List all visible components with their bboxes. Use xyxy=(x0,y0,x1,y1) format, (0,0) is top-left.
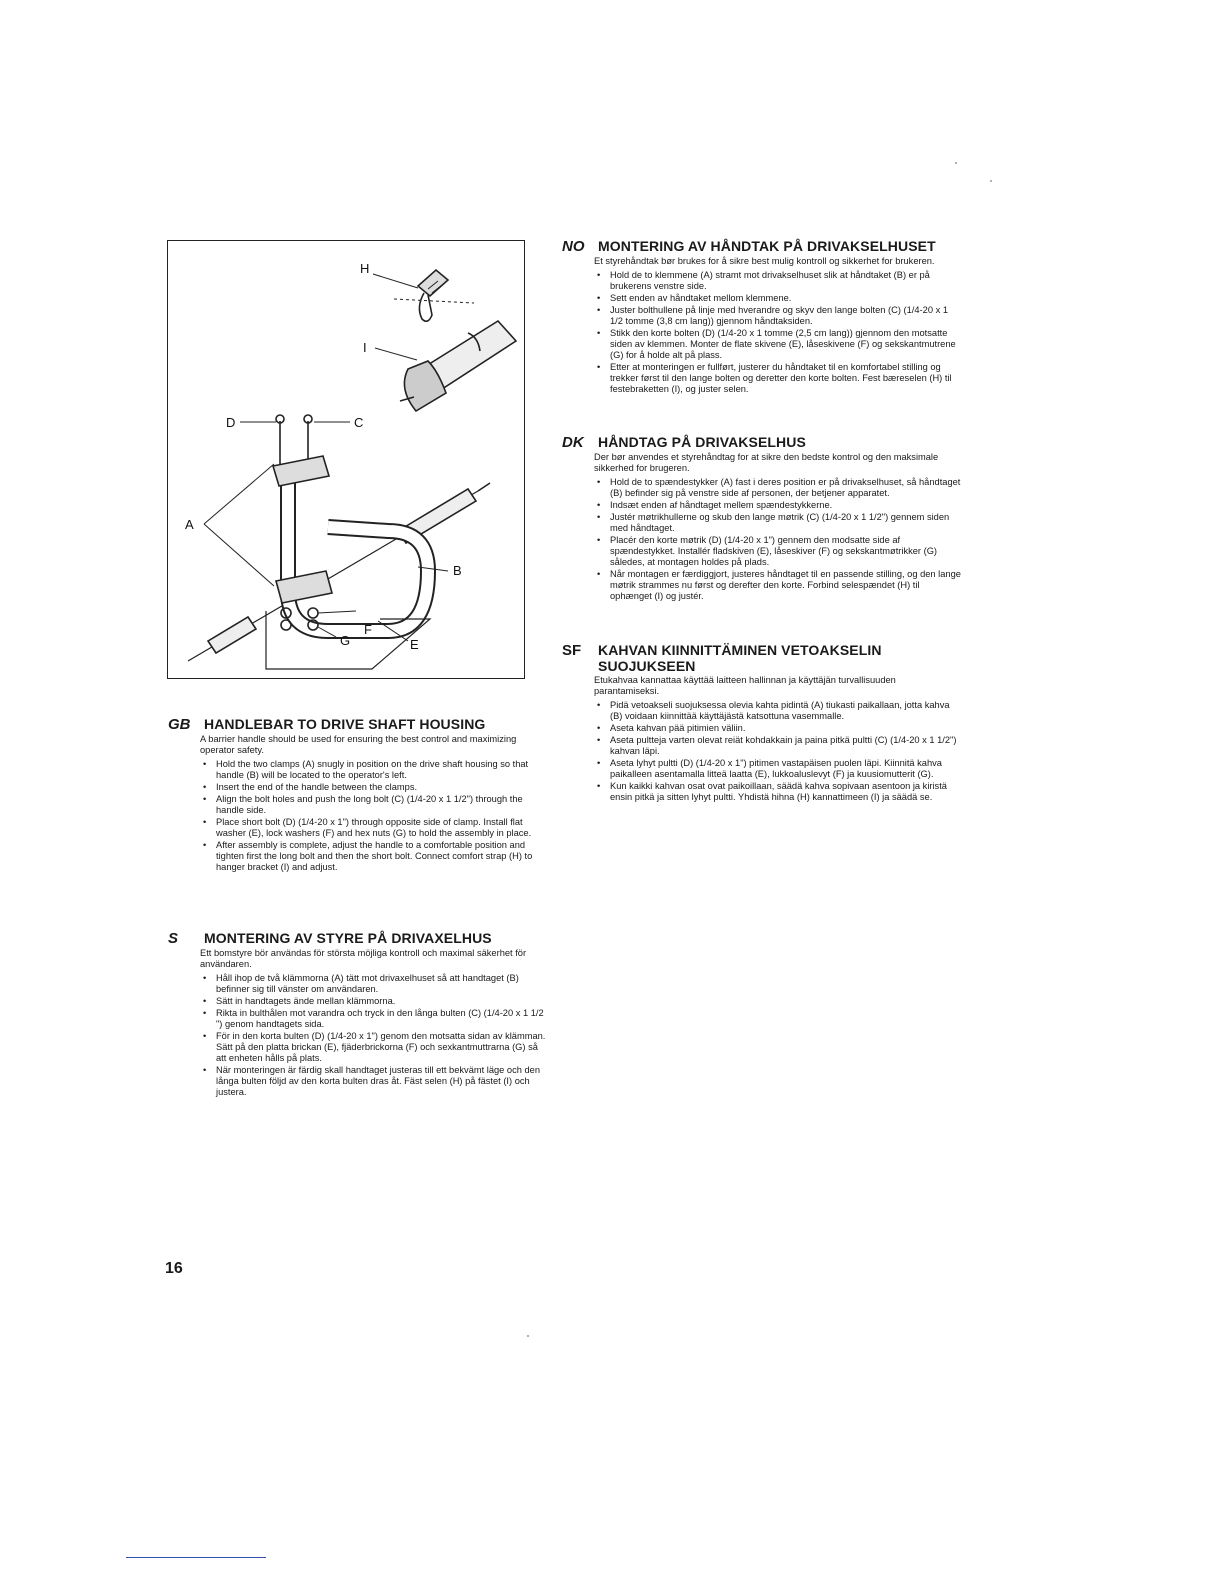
section-intro: Der bør anvendes et styrehåndtag for at sikre den bedste kontrol og den maksimale sikkerhed for brugeren. xyxy=(594,452,939,473)
instruction-item: • Hold the two clamps (A) snugly in position on the drive shaft housing so that handle (B) will be located to the operator's left. xyxy=(200,759,548,781)
instruction-item: • Stikk den korte bolten (D) (1/4-20 x 1 tomme (2,5 cm lang)) gjennom den motsatte siden av klemmen. Monter de flate skivene (E), låseskivene (F) og sekskantmutrene (G) for å holde alt på plass. xyxy=(594,328,962,361)
section-title: MONTERING AV STYRE PÅ DRIVAXELHUS xyxy=(204,930,492,946)
section-intro: Et styrehåndtak bør brukes for å sikre best mulig kontroll og sikkerhet for brukeren. xyxy=(594,256,935,266)
instruction-item: • När monteringen är färdig skall handtaget justeras till ett bekvämt läge och den långa bulten följd av den korta bulten dras åt. Fäst selen (H) på fästet (I) och justera. xyxy=(200,1065,548,1098)
section-intro: A barrier handle should be used for ensuring the best control and maximizing operator safety. xyxy=(200,734,517,755)
instruction-item: • Aseta lyhyt pultti (D) (1/4-20 x 1") pitimen vastapäisen puolen läpi. Kiinnitä kahva paikalleen asentamalla litteä laatta (E), lukkoaluslevyt (F) ja kuusiomutterit (G). xyxy=(594,758,962,780)
label-f: F xyxy=(364,622,372,637)
section-title: KAHVAN KIINNITTÄMINEN VETOAKSELIN SUOJUKSEEN xyxy=(598,642,882,674)
label-a: A xyxy=(185,517,194,532)
footer-rule xyxy=(126,1557,266,1558)
upper-shaft-drawing xyxy=(394,299,516,411)
label-c: C xyxy=(354,415,364,430)
instruction-item: • Hold de to spændestykker (A) fast i deres position er på drivakselhuset, så håndtaget (B) befinder sig på venstre side af personen, der betjener apparatet. xyxy=(594,477,962,499)
instruction-item: • Justér møtrikhullerne og skub den lange møtrik (C) (1/4-20 x 1 1/2") gennem siden med håndtaget. xyxy=(594,512,962,534)
scan-speck xyxy=(955,162,957,164)
instruction-item: • Pidä vetoakseli suojuksessa olevia kahta pidintä (A) tiukasti paikallaan, jotta kahva (B) voidaan kiinnittää käyttäjästä katsottuna vasemmalle. xyxy=(594,700,962,722)
language-code: GB xyxy=(168,716,191,733)
instruction-list xyxy=(200,973,548,1098)
instruction-list xyxy=(594,477,962,602)
instruction-item: • Align the bolt holes and push the long bolt (C) (1/4-20 x 1 1/2") through the handle side. xyxy=(200,794,548,816)
instruction-item: • Når montagen er færdiggjort, justeres håndtaget til en passende stilling, og den lange møtrik strammes nu først og derefter den korte. Forbind selespændet (H) til ophænget (I) og justér. xyxy=(594,569,962,602)
label-e: E xyxy=(410,637,419,652)
assembly-diagram xyxy=(167,240,525,679)
instruction-list xyxy=(594,700,962,803)
scan-speck xyxy=(527,1335,529,1337)
instruction-item: • Indsæt enden af håndtaget mellem spændestykkerne. xyxy=(594,500,962,511)
strap-clip-drawing xyxy=(418,270,448,321)
section-s xyxy=(168,930,548,1099)
instruction-item: • Håll ihop de två klämmorna (A) tätt mot drivaxelhuset så att handtaget (B) befinner sig till vänster om användaren. xyxy=(200,973,548,995)
instruction-item: • Insert the end of the handle between the clamps. xyxy=(200,782,548,793)
instruction-item: • After assembly is complete, adjust the handle to a comfortable position and tighten first the long bolt and then the short bolt. Connect comfort strap (H) to hanger bracket (I) and adjust. xyxy=(200,840,548,873)
instruction-item: • Etter at monteringen er fullført, justerer du håndtaket til en komfortabel stilling og trekker først til den lange bolten og deretter den korte bolten. Fest bæreselen (H) til festebraketten (I), og juster selen. xyxy=(594,362,962,395)
scan-speck xyxy=(990,180,992,182)
instruction-item: • Aseta pultteja varten olevat reiät kohdakkain ja paina pitkä pultti (C) (1/4-20 x 1 1/2") kahvan läpi. xyxy=(594,735,962,757)
instruction-item: • Sätt in handtagets ände mellan klämmorna. xyxy=(200,996,548,1007)
assembly-illustration xyxy=(168,241,526,680)
instruction-list xyxy=(200,759,548,873)
label-d: D xyxy=(226,415,236,430)
language-code: S xyxy=(168,930,179,947)
section-gb xyxy=(168,716,548,874)
section-title: MONTERING AV HÅNDTAK PÅ DRIVAKSELHUSET xyxy=(598,238,936,254)
instruction-item: • Kun kaikki kahvan osat ovat paikoillaan, säädä kahva sopivaan asentoon ja kiristä ensin pitkä ja sitten lyhyt pultti. Yhdistä hihna (H) kannattimeen (I) ja säädä se. xyxy=(594,781,962,803)
section-title: HANDLEBAR TO DRIVE SHAFT HOUSING xyxy=(204,716,486,732)
section-intro: Etukahvaa kannattaa käyttää laitteen hallinnan ja käyttäjän turvallisuuden parantamiseksi. xyxy=(594,675,896,696)
section-no xyxy=(562,238,962,396)
page-number: 16 xyxy=(165,1260,183,1277)
instruction-item: • Juster bolthullene på linje med hverandre og skyv den lange bolten (C) (1/4-20 x 1 1/2 tomme (3,8 cm lang)) gjennom håndtaksiden. xyxy=(594,305,962,327)
language-code: SF xyxy=(562,642,582,659)
label-h: H xyxy=(360,261,370,276)
instruction-item: • För in den korta bulten (D) (1/4-20 x 1") genom den motsatta sidan av klämman. Sätt på den platta brickan (E), fjäderbrickorna (F) och sexkantmuttrarna (G) så att enheten hålls på plats. xyxy=(200,1031,548,1064)
instruction-item: • Place short bolt (D) (1/4-20 x 1") through opposite side of clamp. Install flat washer (E), lock washers (F) and hex nuts (G) to hold the assembly in place. xyxy=(200,817,548,839)
instruction-item: • Aseta kahvan pää pitimien väliin. xyxy=(594,723,962,734)
section-sf xyxy=(562,642,962,804)
instruction-item: • Sett enden av håndtaket mellom klemmene. xyxy=(594,293,962,304)
instruction-item: • Rikta in bulthålen mot varandra och tryck in den långa bulten (C) (1/4-20 x 1 1/2 ") genom handtagets sida. xyxy=(200,1008,548,1030)
handle-loop-drawing xyxy=(288,481,428,631)
instruction-item: • Hold de to klemmene (A) stramt mot drivakselhuset slik at håndtaket (B) er på brukerens venstre side. xyxy=(594,270,962,292)
language-code: DK xyxy=(562,434,584,451)
label-b: B xyxy=(453,563,462,578)
label-i: I xyxy=(363,340,367,355)
instruction-list xyxy=(594,270,962,395)
section-title: HÅNDTAG PÅ DRIVAKSELHUS xyxy=(598,434,806,450)
section-dk xyxy=(562,434,962,603)
label-g: G xyxy=(340,633,351,648)
section-intro: Ett bomstyre bör användas för största möjliga kontroll och maximal säkerhet för användaren. xyxy=(200,948,527,969)
language-code: NO xyxy=(562,238,585,255)
instruction-item: • Placér den korte møtrik (D) (1/4-20 x 1") gennem den modsatte side af spændestykket. Installér fladskiven (E), låseskiver (F) og sekskantmøtrikker (G) således, at montagen holdes på plads. xyxy=(594,535,962,568)
